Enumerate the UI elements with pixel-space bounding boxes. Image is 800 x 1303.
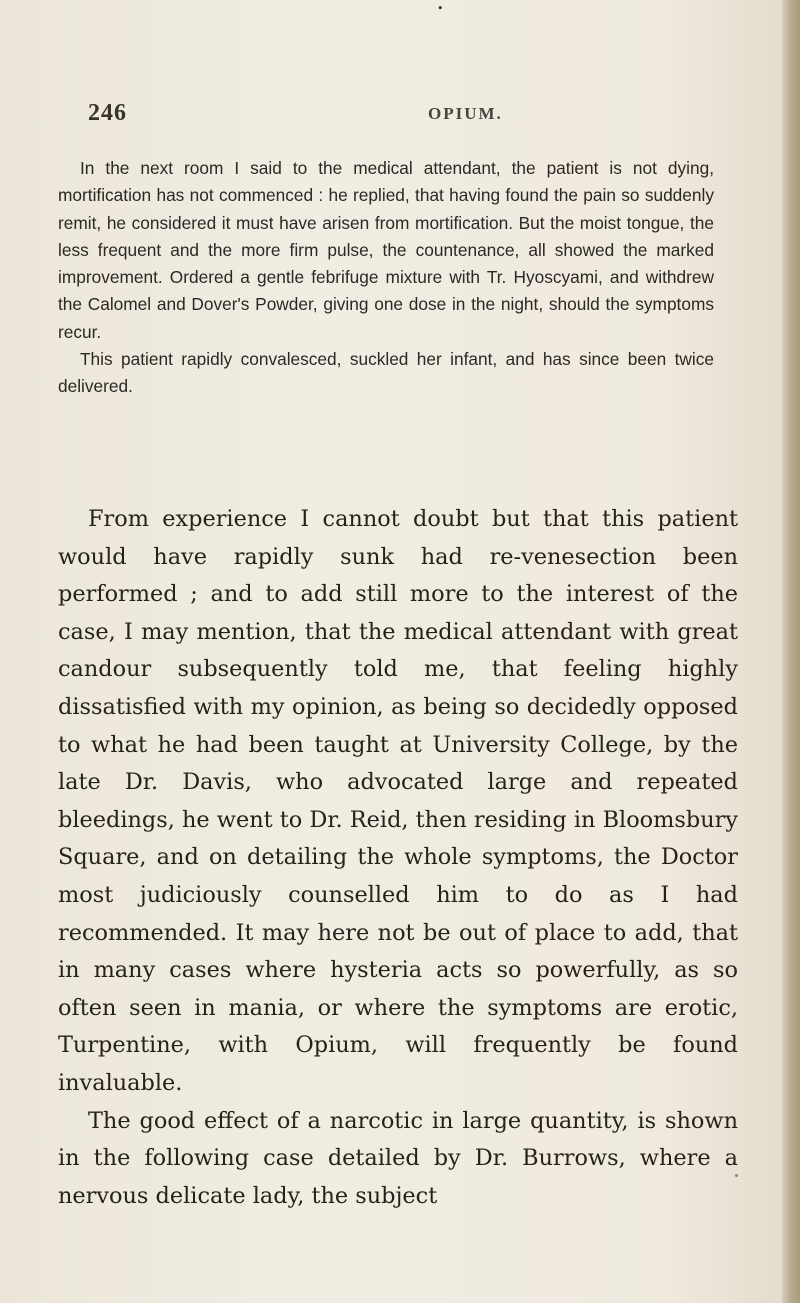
running-head: OPIUM.: [428, 104, 503, 123]
main-text: [58, 501, 738, 1215]
page-header: [88, 100, 708, 130]
case-paragraph-1: In the next room I said to the medical attendant, the patient is not dying, mortification has not commenced : he replied, that having found the pain so suddenly remit, he considered it must have arisen from mortification. But the moist tongue, the less frequent and the more firm pulse, the countenance, all showed the marked improvement. Ordered a gentle febrifuge mixture with Tr. Hyoscyami, and withdrew the Calomel and Dover's Powder, giving one dose in the night, should the symptoms recur.: [58, 158, 714, 342]
page-speck: •: [437, 2, 444, 15]
page-number: 246: [88, 100, 127, 126]
ink-dot: [735, 1174, 738, 1177]
case-notes: [58, 155, 714, 401]
body-paragraph-2: The good effect of a narcotic in large quantity, is shown in the following case detailed by Dr. Burrows, where a nervous delicate lady, the subject: [58, 1107, 738, 1209]
page-edge-shadow: [782, 0, 800, 1303]
case-paragraph-2: This patient rapidly convalesced, suckled her infant, and has since been twice delivered.: [58, 349, 714, 397]
body-paragraph-1: From experience I cannot doubt but that this patient would have rapidly sunk had re-venesection been performed ; and to add still more to the interest of the case, I may mention, that the medical attendant with great candour subsequently told me, that feeling highly dissatisfied with my opinion, as being so decidedly opposed to what he had been taught at University College, by the late Dr. Davis, who advocated large and repeated bleedings, he went to Dr. Reid, then residing in Bloomsbury Square, and on detailing the whole symptoms, the Doctor most judiciously counselled him to do as I had recommended. It may here not be out of place to add, that in many cases where hysteria acts so powerfully, as so often seen in mania, or where the symptoms are erotic, Turpentine, with Opium, will frequently be found invaluable.: [58, 506, 738, 1096]
